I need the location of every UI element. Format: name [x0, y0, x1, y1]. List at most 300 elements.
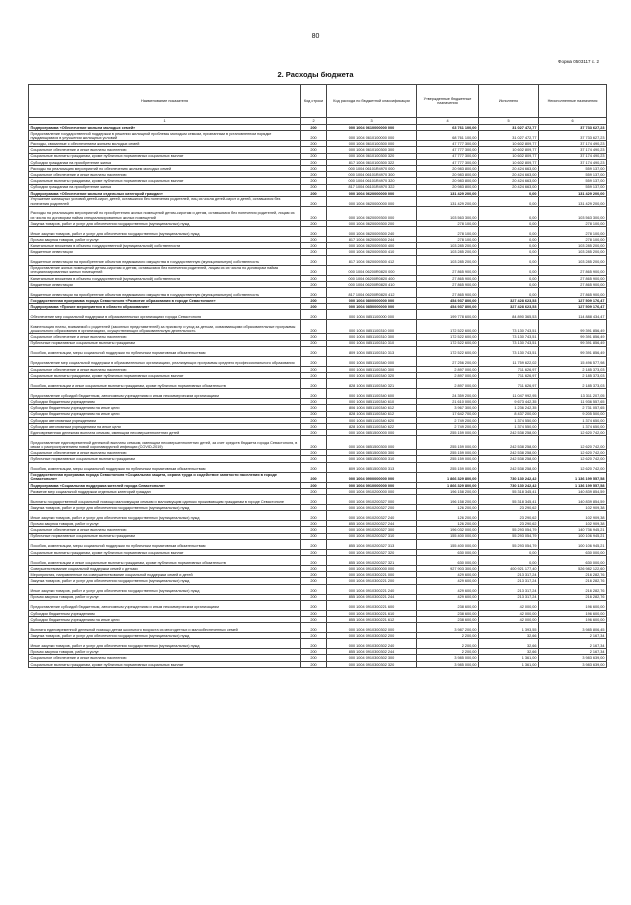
classification-code-cell: 817 1004 0610100300 322 — [327, 159, 417, 165]
indicator-cell: Подпрограмма «Социальная поддержка жителей города Севастополя» — [29, 482, 301, 488]
executed-cell: 0,00 — [479, 288, 539, 298]
indicator-cell: Предоставление мер социальной поддержки в образовательных организациях, реализующих программы среднего профессионального образования — [29, 356, 301, 366]
executed-cell: 0,00 — [479, 555, 539, 565]
line-code-cell: 200 — [301, 495, 327, 505]
classification-code-cell: 855 1004 0910200327 313 — [327, 539, 417, 549]
classification-code-cell: 000 1004 06101R4970 320 — [327, 178, 417, 184]
line-code-cell: 200 — [301, 165, 327, 171]
executed-cell: 31 027 472,77 — [479, 125, 539, 131]
executed-cell: 42 000,00 — [479, 616, 539, 622]
header-indicator: Наименование показателя — [29, 85, 301, 118]
approved-cell: 155 400 000,00 — [417, 533, 479, 539]
executed-cell: 0,00 — [479, 549, 539, 555]
approved-cell: 2 749 200,00 — [417, 417, 479, 423]
classification-code-cell: 817 1004 06200R0820 412 — [327, 288, 417, 298]
indicator-cell: Социальное обеспечение и иные выплаты населению — [29, 527, 301, 533]
indicator-cell: Субсидии автономным учреждениям — [29, 417, 301, 423]
executed-cell: 400 921 177,40 — [479, 565, 539, 571]
table-row — [29, 379, 607, 389]
classification-code-cell: 000 1004 0910200327 320 — [327, 549, 417, 555]
approved-cell: 20 983 800,00 — [417, 165, 479, 171]
unexecuted-cell: 13 311 207,05 — [539, 389, 607, 399]
executed-cell: 0,00 — [479, 265, 539, 275]
classification-code-cell: 000 1004 0910000000 000 — [327, 482, 417, 488]
executed-cell: 23 290,62 — [479, 511, 539, 521]
classification-code-cell: 000 1004 0851100340 600 — [327, 389, 417, 399]
classification-code-cell: 000 1004 0620009300 400 — [327, 243, 417, 249]
line-code-cell: 200 — [301, 184, 327, 190]
indicator-cell: Прочая закупка товаров, работ и услуг — [29, 649, 301, 655]
unexecuted-cell: 559 137,00 — [539, 184, 607, 190]
line-code-cell: 200 — [301, 417, 327, 423]
line-code-cell: 200 — [301, 172, 327, 178]
approved-cell: 255 159 000,00 — [417, 450, 479, 456]
unexecuted-cell: 27 865 900,00 — [539, 281, 607, 287]
approved-cell: 255 159 000,00 — [417, 436, 479, 450]
line-code-cell: 200 — [301, 584, 327, 594]
unexecuted-cell: 37 174 490,23 — [539, 159, 607, 165]
approved-cell: 278 100,00 — [417, 237, 479, 243]
unexecuted-cell: 278 100,00 — [539, 220, 607, 226]
approved-cell: 196 158 200,00 — [417, 495, 479, 505]
indicator-cell: Социальное обеспечение и иные выплаты населению — [29, 172, 301, 178]
unexecuted-cell: 15 496 577,98 — [539, 356, 607, 366]
classification-code-cell: 000 1004 0851100340 610 — [327, 399, 417, 405]
unexecuted-cell: 2 167,34 — [539, 639, 607, 649]
indicator-cell: Субсидии бюджетным учреждениям — [29, 399, 301, 405]
indicator-cell: Выплата единовременной денежной помощи детям школьного возраста из многодетных и малообеспеченных семей — [29, 623, 301, 633]
table-row — [29, 255, 607, 265]
approved-cell: 63 761 100,00 — [417, 125, 479, 131]
line-code-cell: 200 — [301, 594, 327, 600]
line-code-cell: 200 — [301, 237, 327, 243]
table-row — [29, 555, 607, 565]
executed-cell: 73 130 743,51 — [479, 346, 539, 356]
unexecuted-cell: 3 983 639,00 — [539, 655, 607, 661]
indicator-cell: Предоставление субсидий бюджетным, автономным учреждениям и иным некоммерческим организациям — [29, 600, 301, 610]
line-code-cell: 200 — [301, 411, 327, 417]
approved-cell: 103 285 200,00 — [417, 255, 479, 265]
executed-cell: 55 293 054,79 — [479, 533, 539, 539]
line-code-cell: 200 — [301, 578, 327, 584]
unexecuted-cell: 559 137,00 — [539, 178, 607, 184]
unexecuted-cell: 103 285 200,00 — [539, 243, 607, 249]
executed-cell: 73 130 743,51 — [479, 340, 539, 346]
unexecuted-cell: 216 282,76 — [539, 594, 607, 600]
approved-cell: 2 897 000,00 — [417, 372, 479, 378]
classification-code-cell: 809 1004 0851500300 313 — [327, 462, 417, 472]
unexecuted-cell: 140 736 945,21 — [539, 527, 607, 533]
approved-cell: 2 897 000,00 — [417, 379, 479, 389]
indicator-cell: Совершенствование социальной поддержки семей с детьми — [29, 565, 301, 571]
line-code-cell: 200 — [301, 320, 327, 334]
classification-code-cell: 000 1004 0620009300 000 — [327, 206, 417, 220]
unexecuted-cell: 1 136 199 557,58 — [539, 472, 607, 482]
unexecuted-cell: 37 174 490,23 — [539, 147, 607, 153]
unexecuted-cell: 1 136 199 557,58 — [539, 482, 607, 488]
line-code-cell: 200 — [301, 472, 327, 482]
indicator-cell: Иные закупки товаров, работ и услуг для обеспечения государственных (муниципальных) нужд — [29, 511, 301, 521]
indicator-cell: Государственная программа города Севастополя «Развитие образования в городе Севастополе» — [29, 298, 301, 304]
indicator-cell: Социальные выплаты гражданам, кроме публичных нормативных социальных выплат — [29, 661, 301, 667]
line-code-cell: 200 — [301, 572, 327, 578]
approved-cell: 630 000,00 — [417, 555, 479, 565]
line-code-cell: 200 — [301, 346, 327, 356]
line-code-cell: 200 — [301, 527, 327, 533]
executed-cell: 0,00 — [479, 281, 539, 287]
executed-cell: 1 361,00 — [479, 655, 539, 661]
unexecuted-cell: 102 909,38 — [539, 511, 607, 521]
unexecuted-cell: 11 936 557,65 — [539, 399, 607, 405]
line-code-cell: 200 — [301, 147, 327, 153]
table-row — [29, 206, 607, 220]
unexecuted-cell: 559 137,00 — [539, 172, 607, 178]
indicator-cell: Социальное обеспечение и иные выплаты населению — [29, 655, 301, 661]
indicator-cell: Социальное обеспечение и иные выплаты населению — [29, 334, 301, 340]
executed-cell: 11 759 622,02 — [479, 356, 539, 366]
approved-cell: 155 400 000,00 — [417, 539, 479, 549]
executed-cell: 23 290,62 — [479, 521, 539, 527]
indicator-cell: Прочая закупка товаров, работ и услуг — [29, 594, 301, 600]
classification-code-cell: 000 1004 06200R0820 410 — [327, 281, 417, 287]
executed-cell: 711 626,97 — [479, 379, 539, 389]
line-code-cell: 200 — [301, 405, 327, 411]
unexecuted-cell: 9 205 500,00 — [539, 411, 607, 417]
classification-code-cell: 000 1004 0910200327 300 — [327, 527, 417, 533]
unexecuted-cell: 103 285 200,00 — [539, 249, 607, 255]
line-code-cell: 200 — [301, 430, 327, 436]
unexecuted-cell: 278 100,00 — [539, 227, 607, 237]
unexecuted-cell: 37 174 490,23 — [539, 153, 607, 159]
unexecuted-cell: 1 374 650,00 — [539, 417, 607, 423]
indicator-cell: Субсидии автономным учреждениям на иные цели — [29, 423, 301, 429]
indicator-cell: Субсидии гражданам на приобретение жилья — [29, 184, 301, 190]
approved-cell: 17 642 700,00 — [417, 411, 479, 417]
unexecuted-cell: 3 983 639,00 — [539, 661, 607, 667]
table-row — [29, 320, 607, 334]
approved-cell: 196 032 000,00 — [417, 527, 479, 533]
executed-cell: 42 000,00 — [479, 600, 539, 610]
classification-code-cell: 000 1004 0851500300 000 — [327, 436, 417, 450]
executed-cell: 0,00 — [479, 206, 539, 220]
line-code-cell: 200 — [301, 275, 327, 281]
classification-code-cell: 000 1004 06200R0820 400 — [327, 275, 417, 281]
line-code-cell: 200 — [301, 379, 327, 389]
line-code-cell: 200 — [301, 366, 327, 372]
classification-code-cell: 000 1004 0851500300 300 — [327, 450, 417, 456]
line-code-cell: 200 — [301, 539, 327, 549]
indicator-cell: Иные закупки товаров, работ и услуг для обеспечения государственных (муниципальных) нужд — [29, 584, 301, 594]
unexecuted-cell: 526 982 122,60 — [539, 565, 607, 571]
classification-code-cell: 806 1004 0851100340 612 — [327, 405, 417, 411]
line-code-cell: 200 — [301, 482, 327, 488]
indicator-cell: Выплаты государственной социальной помощи малоимущим семьям и малоимущим одиноко проживающим гражданам в городе Севастополе — [29, 495, 301, 505]
approved-cell: 68 761 100,00 — [417, 131, 479, 141]
approved-cell: 24 359 200,00 — [417, 389, 479, 399]
approved-cell: 196 158 200,00 — [417, 488, 479, 494]
indicator-cell: Публичные нормативные социальные выплаты гражданам — [29, 456, 301, 462]
line-code-cell: 200 — [301, 436, 327, 450]
classification-code-cell: 000 1004 0910200327 200 — [327, 505, 417, 511]
executed-cell: 242 538 258,00 — [479, 456, 539, 462]
unexecuted-cell: 140 839 854,59 — [539, 488, 607, 494]
indicator-cell: Расходы на реализацию мероприятий по приобретению жилых помещений детям-сиротам и детям, оставшимся без попечения родителей, лицам из их числа по договорам найма специализированных жилых помещений — [29, 206, 301, 220]
unexecuted-cell: 196 600,00 — [539, 600, 607, 610]
line-code-cell: 200 — [301, 661, 327, 667]
classification-code-cell: 000 1004 0910300221 600 — [327, 600, 417, 610]
classification-code-cell: 817 1004 06101R4970 322 — [327, 184, 417, 190]
executed-cell: 9 673 442,35 — [479, 399, 539, 405]
classification-code-cell: 000 1004 0910300302 000 — [327, 623, 417, 633]
approved-cell: 255 159 000,00 — [417, 430, 479, 436]
indicator-cell: Бюджетные инвестиции — [29, 249, 301, 255]
executed-cell: 213 317,24 — [479, 584, 539, 594]
executed-cell: 10 602 809,77 — [479, 147, 539, 153]
executed-cell: 10 602 809,77 — [479, 159, 539, 165]
classification-code-cell: 000 1004 0910300221 610 — [327, 610, 417, 616]
expenses-table — [28, 84, 607, 668]
executed-cell: 10 602 809,77 — [479, 141, 539, 147]
unexecuted-cell: 27 865 900,00 — [539, 265, 607, 275]
classification-code-cell: 828 1004 0851100340 612 — [327, 411, 417, 417]
executed-cell: 327 428 623,53 — [479, 304, 539, 310]
classification-code-cell: 855 1004 0910300302 244 — [327, 649, 417, 655]
unexecuted-cell: 630 000,00 — [539, 555, 607, 565]
line-code-cell: 200 — [301, 131, 327, 141]
classification-code-cell: 000 1004 0851100340 620 — [327, 417, 417, 423]
classification-code-cell: 000 1004 0851100340 300 — [327, 366, 417, 372]
header-num: 6 — [539, 118, 607, 125]
indicator-cell: Пособия, компенсации, меры социальной поддержки по публичным нормативным обязательствам — [29, 462, 301, 472]
executed-cell: 1 374 550,00 — [479, 423, 539, 429]
indicator-cell: Предоставление жилых помещений детям-сиротам и детям, оставшимся без попечения родителей, лицам из их числа по договорам найма специализированных жилых помещений — [29, 265, 301, 275]
indicator-cell: Предоставление единовременной денежной выплаты семьям, имеющим несовершеннолетних детей, за счет средств бюджета города Севастополя, в связи с распространением новой коронавирусной инфекции (COVID-2019) — [29, 436, 301, 450]
indicator-cell: Субсидии бюджетным учреждениям — [29, 610, 301, 616]
unexecuted-cell: 140 839 854,59 — [539, 495, 607, 505]
approved-cell: 238 600,00 — [417, 600, 479, 610]
classification-code-cell: 000 1004 0851500000 000 — [327, 430, 417, 436]
classification-code-cell: 000 1004 0900000000 000 — [327, 472, 417, 482]
table-row — [29, 389, 607, 399]
classification-code-cell: 817 1004 0620009300 412 — [327, 255, 417, 265]
executed-cell: 23 290,62 — [479, 505, 539, 511]
line-code-cell: 200 — [301, 153, 327, 159]
executed-cell: 20 424 663,00 — [479, 172, 539, 178]
indicator-cell: Социальное обеспечение и иные выплаты населению — [29, 450, 301, 456]
executed-cell: 0,00 — [479, 227, 539, 237]
executed-cell: 20 424 663,00 — [479, 178, 539, 184]
executed-cell: 73 130 743,51 — [479, 320, 539, 334]
unexecuted-cell: 12 620 742,00 — [539, 450, 607, 456]
indicator-cell: Мероприятия, направленные на совершенствование социальной поддержки семей и детей — [29, 572, 301, 578]
indicator-cell: Прочая закупка товаров, работ и услуг — [29, 521, 301, 527]
approved-cell: 255 159 000,00 — [417, 456, 479, 462]
executed-cell: 0,00 — [479, 220, 539, 226]
classification-code-cell: 000 1004 0851500300 310 — [327, 456, 417, 462]
unexecuted-cell: 102 909,38 — [539, 505, 607, 511]
approved-cell: 199 778 600,00 — [417, 310, 479, 320]
approved-cell: 278 100,00 — [417, 220, 479, 226]
line-code-cell: 200 — [301, 600, 327, 610]
unexecuted-cell: 99 391 856,49 — [539, 346, 607, 356]
unexecuted-cell: 99 391 856,49 — [539, 334, 607, 340]
unexecuted-cell: 196 600,00 — [539, 616, 607, 622]
unexecuted-cell: 12 620 742,00 — [539, 456, 607, 462]
line-code-cell: 200 — [301, 533, 327, 539]
classification-code-cell: 000 1004 0620009300 410 — [327, 249, 417, 255]
executed-cell: 730 130 242,42 — [479, 482, 539, 488]
approved-cell: 2 749 200,00 — [417, 423, 479, 429]
classification-code-cell: 000 1004 0851100310 000 — [327, 320, 417, 334]
approved-cell: 27 865 900,00 — [417, 275, 479, 281]
line-code-cell: 200 — [301, 462, 327, 472]
form-code: Форма 0503117 с. 2 — [558, 59, 599, 64]
indicator-cell: Улучшение жилищных условий детей-сирот, детей, оставшихся без попечения родителей, лиц из числа детей-сирот и детей, оставшихся без попечения родителей — [29, 196, 301, 206]
classification-code-cell: 855 1004 0910300221 244 — [327, 594, 417, 600]
table-row — [29, 639, 607, 649]
executed-cell: 55 318 345,41 — [479, 495, 539, 505]
executed-cell: 0,00 — [479, 275, 539, 281]
table-row — [29, 356, 607, 366]
indicator-cell: Предоставление субсидий бюджетным, автономным учреждениям и иным некоммерческим организациям — [29, 389, 301, 399]
executed-cell: 213 317,24 — [479, 572, 539, 578]
line-code-cell: 200 — [301, 399, 327, 405]
unexecuted-cell: 216 282,76 — [539, 572, 607, 578]
section-title: 2. Расходы бюджета — [277, 70, 354, 79]
classification-code-cell: 000 1004 0851100000 000 — [327, 310, 417, 320]
line-code-cell: 200 — [301, 639, 327, 649]
approved-cell: 2 200,00 — [417, 639, 479, 649]
executed-cell: 213 317,24 — [479, 578, 539, 584]
executed-cell: 32,66 — [479, 633, 539, 639]
header-num: 3 — [327, 118, 417, 125]
line-code-cell: 200 — [301, 125, 327, 131]
line-code-cell: 200 — [301, 565, 327, 571]
unexecuted-cell: 27 865 900,00 — [539, 288, 607, 298]
line-code-cell: 200 — [301, 610, 327, 616]
unexecuted-cell: 37 733 627,23 — [539, 131, 607, 141]
executed-cell: 20 424 663,00 — [479, 184, 539, 190]
classification-code-cell: 828 1004 0851100340 622 — [327, 423, 417, 429]
classification-code-cell: 000 1004 0851100310 310 — [327, 340, 417, 346]
unexecuted-cell: 2 185 373,03 — [539, 372, 607, 378]
unexecuted-cell: 37 174 490,23 — [539, 141, 607, 147]
executed-cell: 73 130 743,51 — [479, 334, 539, 340]
unexecuted-cell: 127 509 176,47 — [539, 298, 607, 304]
unexecuted-cell: 131 429 200,00 — [539, 190, 607, 196]
indicator-cell: Прочая закупка товаров, работ и услуг — [29, 237, 301, 243]
classification-code-cell: 000 1004 0620009300 240 — [327, 227, 417, 237]
indicator-cell: Предоставление государственной поддержки в решении жилищной проблемы молодым семьям, признанным в установленном порядке нуждающимися в улучшении жилищных условий — [29, 131, 301, 141]
classification-code-cell: 817 1004 0620009300 244 — [327, 237, 417, 243]
approved-cell: 21 610 000,00 — [417, 399, 479, 405]
indicator-cell: Социальные выплаты гражданам, кроме публичных нормативных социальных выплат — [29, 372, 301, 378]
indicator-cell: Расходы, связанные с обеспечением жильем молодых семей — [29, 141, 301, 147]
executed-cell: 55 293 054,79 — [479, 539, 539, 549]
line-code-cell: 200 — [301, 206, 327, 220]
table-row — [29, 623, 607, 633]
approved-cell: 20 983 800,00 — [417, 184, 479, 190]
approved-cell: 2 200,00 — [417, 649, 479, 655]
table-row — [29, 288, 607, 298]
indicator-cell: Социальные выплаты гражданам, кроме публичных нормативных социальных выплат — [29, 153, 301, 159]
approved-cell: 126 200,00 — [417, 505, 479, 511]
approved-cell: 20 983 800,00 — [417, 178, 479, 184]
indicator-cell: Пособия, компенсации и иные социальные выплаты гражданам, кроме публичных нормативных обязательств — [29, 555, 301, 565]
executed-cell: 242 538 258,00 — [479, 436, 539, 450]
executed-cell: 55 318 345,41 — [479, 488, 539, 494]
line-code-cell: 200 — [301, 249, 327, 255]
line-code-cell: 200 — [301, 623, 327, 633]
unexecuted-cell: 278 100,00 — [539, 237, 607, 243]
table-row — [29, 600, 607, 610]
header-num: 2 — [301, 118, 327, 125]
classification-code-cell: 000 1004 06101R4970 300 — [327, 172, 417, 178]
line-code-cell: 200 — [301, 298, 327, 304]
header-unexecuted: Неисполненные назначения — [539, 85, 607, 118]
executed-cell: 0,00 — [479, 196, 539, 206]
approved-cell: 255 159 000,00 — [417, 462, 479, 472]
table-row — [29, 584, 607, 594]
indicator-cell: Бюджетные инвестиции на приобретение объектов недвижимого имущества в государственную (муниципальную) собственность — [29, 288, 301, 298]
line-code-cell: 200 — [301, 511, 327, 521]
indicator-cell: Капитальные вложения в объекты государственной (муниципальной) собственности — [29, 243, 301, 249]
indicator-cell: Подпрограмма «Обеспечение жильем отдельных категорий граждан» — [29, 190, 301, 196]
line-code-cell: 200 — [301, 655, 327, 661]
table-row — [29, 196, 607, 206]
line-code-cell: 200 — [301, 281, 327, 287]
line-code-cell: 200 — [301, 220, 327, 226]
approved-cell: 429 600,00 — [417, 572, 479, 578]
classification-code-cell: 000 1004 0610100300 000 — [327, 141, 417, 147]
unexecuted-cell: 100 106 945,21 — [539, 539, 607, 549]
header-num: 4 — [417, 118, 479, 125]
indicator-cell: Закупка товаров, работ и услуг для обеспечения государственных (муниципальных) нужд — [29, 220, 301, 226]
classification-code-cell: 000 1004 06101R4970 000 — [327, 165, 417, 171]
header-num: 1 — [29, 118, 301, 125]
approved-cell: 131 429 200,00 — [417, 196, 479, 206]
indicator-cell: Компенсация платы, взимаемой с родителей (законных представителей) за присмотр и уход за детьми, осваивающими образовательные программы дошкольного образования в организациях, осуществляющих образовательную деятельность — [29, 320, 301, 334]
executed-cell: 0,00 — [479, 237, 539, 243]
approved-cell: 454 937 800,00 — [417, 298, 479, 304]
indicator-cell: Субсидии бюджетным учреждениям на иные цели — [29, 405, 301, 411]
approved-cell: 3 985 000,00 — [417, 661, 479, 667]
indicator-cell: Бюджетные инвестиции на приобретение объектов недвижимого имущества в государственную (муниципальную) собственность — [29, 255, 301, 265]
line-code-cell: 200 — [301, 178, 327, 184]
approved-cell: 454 937 800,00 — [417, 304, 479, 310]
approved-cell: 27 865 900,00 — [417, 288, 479, 298]
unexecuted-cell: 2 167,34 — [539, 649, 607, 655]
indicator-cell: Капитальные вложения в объекты государственной (муниципальной) собственности — [29, 275, 301, 281]
line-code-cell: 200 — [301, 488, 327, 494]
table-row — [29, 310, 607, 320]
unexecuted-cell: 99 391 856,49 — [539, 340, 607, 346]
classification-code-cell: 000 1004 0910300000 000 — [327, 565, 417, 571]
approved-cell: 27 865 900,00 — [417, 281, 479, 287]
executed-cell: 0,00 — [479, 249, 539, 255]
table-number-row — [29, 118, 607, 125]
classification-code-cell: 000 1004 0910200327 310 — [327, 533, 417, 539]
classification-code-cell: 000 1004 0910300302 320 — [327, 661, 417, 667]
approved-cell: 47 777 300,00 — [417, 159, 479, 165]
approved-cell: 1 866 329 800,00 — [417, 472, 479, 482]
classification-code-cell: 000 1004 0850000000 000 — [327, 304, 417, 310]
header-line-code: Код строки — [301, 85, 327, 118]
approved-cell: 278 100,00 — [417, 227, 479, 237]
indicator-cell: Расходы на реализацию мероприятий по обеспечению жильем молодых семей — [29, 165, 301, 171]
indicator-cell: Иные закупки товаров, работ и услуг для обеспечения государственных (муниципальных) нужд — [29, 227, 301, 237]
classification-code-cell: 000 1004 0610000000 000 — [327, 125, 417, 131]
